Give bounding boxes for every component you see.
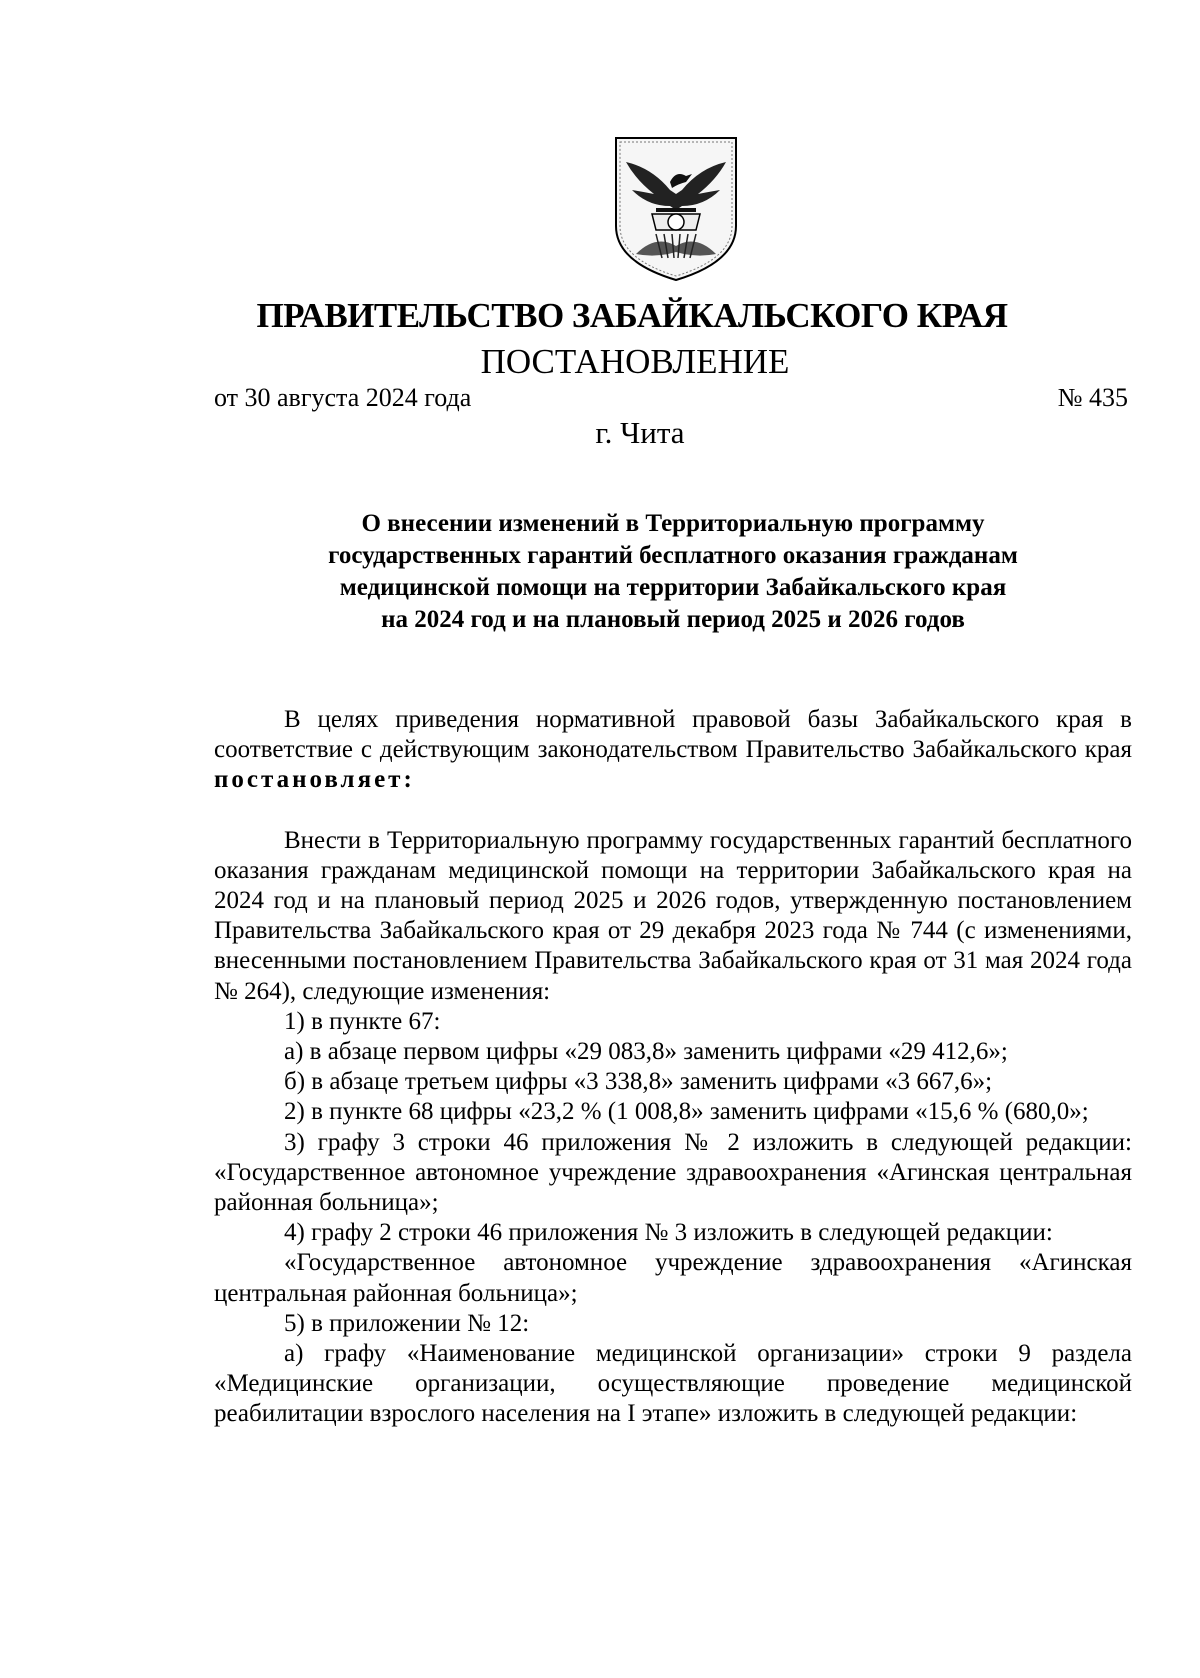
item-paragraph: б) в абзаце третьем цифры «3 338,8» заменить цифрами «3 667,6»; (284, 1068, 993, 1096)
title-line: государственных гарантий бесплатного оказания гражданам (328, 542, 1018, 569)
document-title (214, 508, 1132, 636)
coat-of-arms-emblem (612, 134, 740, 284)
title-line: на 2024 год и на плановый период 2025 и 2026 годов (381, 606, 965, 633)
item-paragraph: 2) в пункте 68 цифры «23,2 % (1 008,8» заменить цифрами «15,6 % (680,0»; (284, 1098, 1089, 1126)
document-number: № 435 (1057, 383, 1128, 412)
paragraph-gap (214, 796, 1132, 826)
title-line: О внесении изменений в Территориальную программу (361, 510, 985, 537)
item-paragraph: 4) графу 2 строки 46 приложения № 3 изложить в следующей редакции: (284, 1219, 1053, 1247)
document-date: от 30 августа 2024 года (214, 383, 472, 412)
item-paragraph: а) графу «Наименование медицинской организации» строки 9 раздела «Медицинские организации, осуществляющие проведение медицинской реабилитации взрослого населения на I этапе» изложить в следующей редакции: (214, 1340, 1132, 1428)
item-paragraph: а) в абзаце первом цифры «29 083,8» заменить цифрами «29 412,6»; (284, 1038, 1008, 1066)
intro-paragraph: Внести в Территориальную программу государственных гарантий бесплатного оказания гражданам медицинской помощи на территории Забайкальского края на 2024 год и на плановый период 2025 и 2026 годов, утвержденную постановлением Правительства Забайкальского края от 29 декабря 2023 года № 744 (с изменениями, внесенными постановлением Правительства Забайкальского края от 31 мая 2024 года № 264), следующие изменения: (214, 826, 1132, 1005)
document-city: г. Чита (595, 415, 685, 450)
document-body (214, 705, 1132, 1430)
title-line: медицинской помощи на территории Забайкальского края (339, 574, 1007, 601)
item-paragraph: «Государственное автономное учреждение здравоохранения «Агинская центральная районная больница»; (214, 1249, 1132, 1307)
document-type: ПОСТАНОВЛЕНИЕ (480, 342, 790, 381)
organization-name: ПРАВИТЕЛЬСТВО ЗАБАЙКАЛЬСКОГО КРАЯ (256, 296, 1008, 335)
item-paragraph: 5) в приложении № 12: (284, 1309, 530, 1337)
decree-word: постановляет: (214, 766, 415, 794)
item-paragraph: 3) графу 3 строки 46 приложения № 2 изложить в следующей редакции: «Государственное автономное учреждение здравоохранения «Агинская центральная районная больница»; (214, 1128, 1132, 1217)
preamble-text: В целях приведения нормативной правовой базы Забайкальского края в соответствие с действующим законодательством Правительство Забайкальского края (214, 706, 1132, 764)
item-paragraph: 1) в пункте 67: (284, 1007, 441, 1035)
preamble-paragraph (214, 705, 1132, 796)
